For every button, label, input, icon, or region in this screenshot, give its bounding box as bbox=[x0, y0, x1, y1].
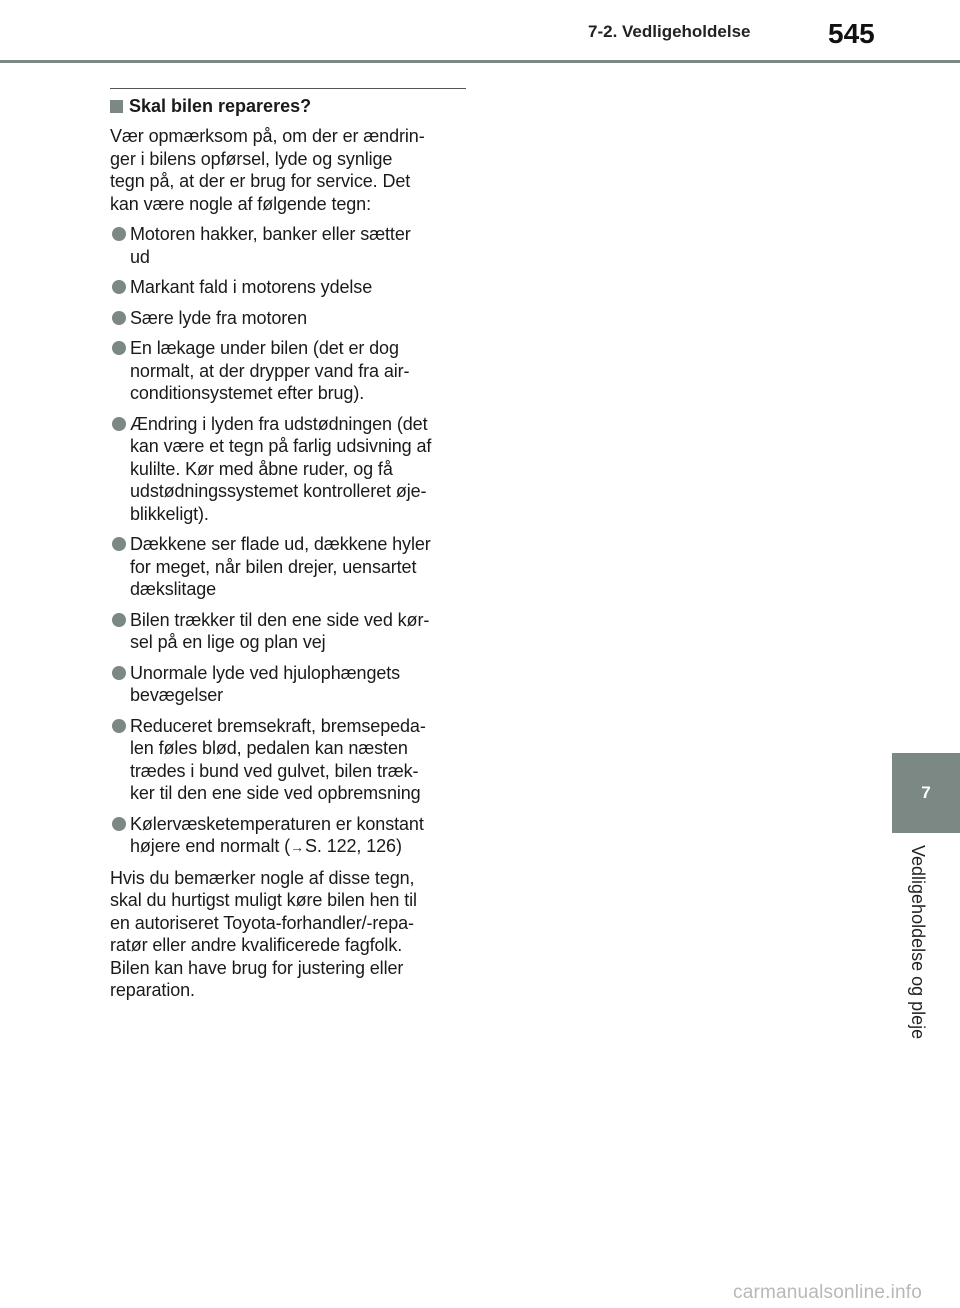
list-item bbox=[110, 609, 466, 654]
closing-line: reparation. bbox=[110, 980, 195, 1000]
list-item bbox=[110, 223, 466, 268]
cross-reference-arrow-icon: → bbox=[290, 839, 304, 855]
chapter-tab bbox=[892, 753, 960, 833]
list-item-line: Sære lyde fra motoren bbox=[130, 307, 307, 328]
list-item-line: bevægelser bbox=[130, 685, 224, 705]
intro-line: Vær opmærksom på, om der er ændrin- bbox=[110, 126, 425, 146]
list-item-line: Kølervæsketemperaturen er konstant bbox=[130, 813, 424, 834]
symptom-list bbox=[110, 223, 466, 859]
list-item-line: for meget, når bilen drejer, uensartet bbox=[130, 556, 417, 577]
watermark: carmanualsonline.info bbox=[733, 1282, 923, 1303]
closing-line: skal du hurtigst muligt køre bilen hen til bbox=[110, 890, 417, 910]
square-bullet-icon bbox=[110, 100, 123, 113]
closing-paragraph bbox=[110, 867, 466, 1002]
intro-line: ger i bilens opførsel, lyde og synlige bbox=[110, 148, 393, 169]
list-item-line: Markant fald i motorens ydelse bbox=[130, 277, 373, 297]
closing-line: Bilen kan have brug for justering eller bbox=[110, 957, 404, 978]
section-divider bbox=[110, 88, 466, 89]
circle-bullet-icon bbox=[112, 719, 126, 733]
header-divider bbox=[0, 60, 960, 63]
list-item-line: conditionsystemet efter brug). bbox=[130, 383, 365, 403]
list-item bbox=[110, 813, 466, 859]
chapter-number: 7 bbox=[921, 783, 931, 802]
circle-bullet-icon bbox=[112, 341, 126, 355]
list-item bbox=[110, 533, 466, 601]
list-item bbox=[110, 276, 466, 299]
list-item-line: Reduceret bremsekraft, bremsepeda- bbox=[130, 715, 426, 736]
list-item-line: len føles blød, pedalen kan næsten bbox=[130, 738, 408, 758]
list-item-line: Unormale lyde ved hjulophængets bbox=[130, 662, 401, 683]
intro-line: kan være nogle af følgende tegn: bbox=[110, 193, 371, 214]
circle-bullet-icon bbox=[112, 666, 126, 680]
list-item bbox=[110, 715, 466, 805]
header-section-title: 7-2. Vedligeholdelse bbox=[588, 22, 751, 41]
list-item-line: Ændring i lyden fra udstødningen (det bbox=[130, 413, 428, 434]
list-item bbox=[110, 307, 466, 330]
section-heading bbox=[110, 95, 466, 117]
list-item-line: kan være et tegn på farlig udsivning af bbox=[130, 436, 432, 456]
page-reference-link[interactable]: S. 122, 126) bbox=[304, 836, 402, 856]
closing-line: ratør eller andre kvalificerede fagfolk. bbox=[110, 935, 403, 955]
closing-line: en autoriseret Toyota-forhandler/-repa- bbox=[110, 912, 414, 933]
list-item-line: trædes i bund ved gulvet, bilen træk- bbox=[130, 760, 419, 781]
list-item-line: kulilte. Kør med åbne ruder, og få bbox=[130, 458, 393, 479]
circle-bullet-icon bbox=[112, 613, 126, 627]
list-item-line: Bilen trækker til den ene side ved kør- bbox=[130, 609, 430, 630]
list-item-line: ker til den ene side ved opbremsning bbox=[130, 783, 421, 803]
list-item-line: udstødningssystemet kontrolleret øje- bbox=[130, 481, 427, 501]
list-item-line: sel på en lige og plan vej bbox=[130, 632, 326, 652]
circle-bullet-icon bbox=[112, 280, 126, 294]
chapter-title: Vedligeholdelse og pleje bbox=[908, 845, 928, 1040]
circle-bullet-icon bbox=[112, 227, 126, 241]
intro-line: tegn på, at der er brug for service. Det bbox=[110, 171, 411, 191]
circle-bullet-icon bbox=[112, 537, 126, 551]
page-content bbox=[110, 88, 466, 1002]
list-item-line: dækslitage bbox=[130, 579, 217, 599]
circle-bullet-icon bbox=[112, 417, 126, 431]
circle-bullet-icon bbox=[112, 817, 126, 831]
list-item bbox=[110, 337, 466, 405]
circle-bullet-icon bbox=[112, 311, 126, 325]
list-item-line: normalt, at der drypper vand fra air- bbox=[130, 360, 410, 381]
list-item-line: Dækkene ser flade ud, dækkene hyler bbox=[130, 534, 431, 554]
intro-paragraph bbox=[110, 125, 466, 215]
list-item-line: Motoren hakker, banker eller sætter bbox=[130, 224, 411, 244]
list-item bbox=[110, 413, 466, 526]
list-item bbox=[110, 662, 466, 707]
list-item-line: ud bbox=[130, 246, 150, 267]
list-item-line: blikkeligt). bbox=[130, 503, 209, 524]
page-number: 545 bbox=[828, 18, 875, 49]
closing-line: Hvis du bemærker nogle af disse tegn, bbox=[110, 867, 415, 888]
list-item-line: højere end normalt ( bbox=[130, 836, 291, 856]
list-item-line: En lækage under bilen (det er dog bbox=[130, 338, 399, 358]
section-heading-text: Skal bilen repareres? bbox=[129, 96, 312, 116]
